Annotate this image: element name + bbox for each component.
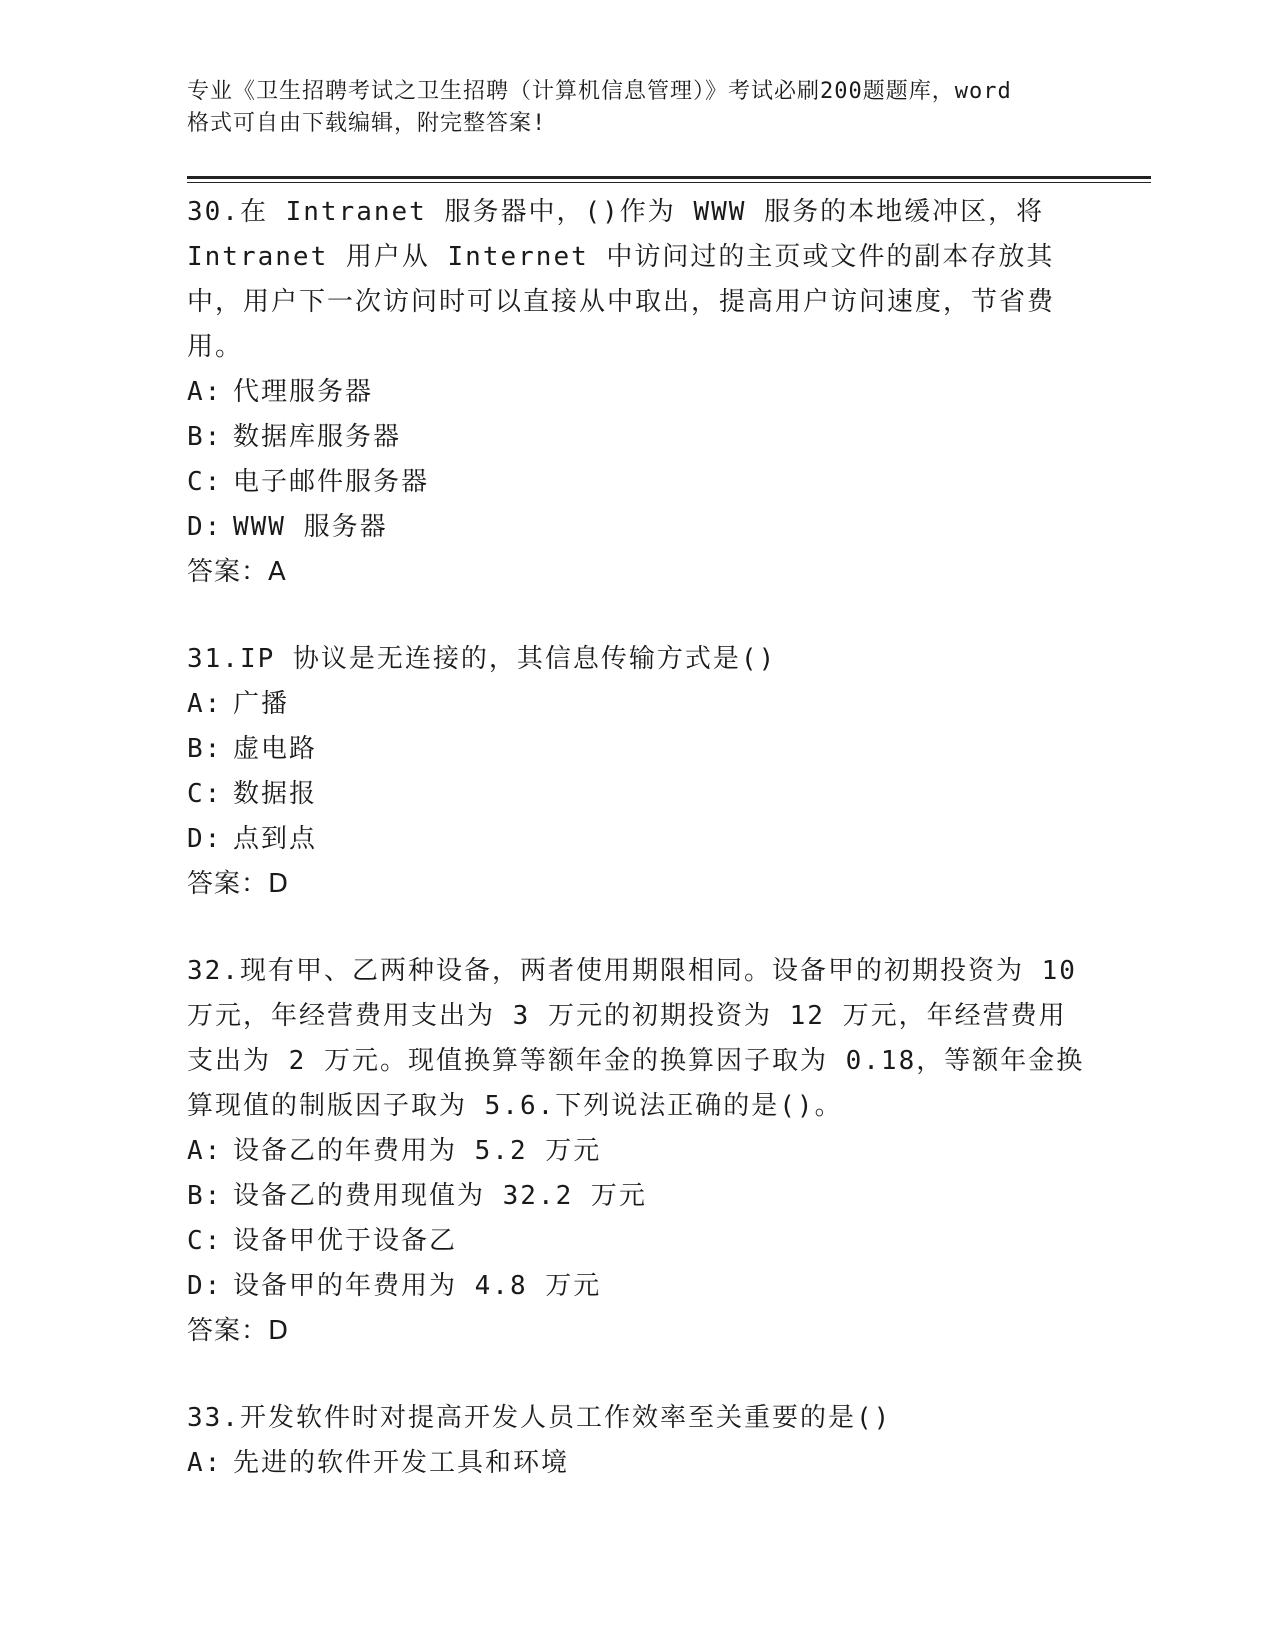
option-key: B: <box>187 734 223 764</box>
question-text: 32.现有甲、乙两种设备，两者使用期限相同。设备甲的初期投资为 10 万元，年经营费用支出为 3 万元的初期投资为 12 万元，年经营费用支出为 2 万元。现值换算等额年金的换算因子取为 0.18，等额年金换算现值的制版因子取为 5.6.下列说法正确的是()。 <box>187 956 1085 1121</box>
option-key: D: <box>187 1271 223 1301</box>
option-text: 设备甲优于设备乙 <box>233 1226 458 1256</box>
option-b <box>187 415 1087 460</box>
answer-line: 答案：A <box>187 557 287 587</box>
option-text: 设备乙的费用现值为 32.2 万元 <box>233 1181 647 1211</box>
option-key: B: <box>187 1181 223 1211</box>
option-text: 点到点 <box>233 824 318 854</box>
option-text: 虚电路 <box>233 734 318 764</box>
question-text: 30.在 Intranet 服务器中，()作为 WWW 服务的本地缓冲区，将Intranet 用户从 Internet 中访问过的主页或文件的副本存放其中，用户下一次访问时可以直接从中取出，提高用户访问速度，节省费用。 <box>187 197 1056 362</box>
option-b <box>187 727 1087 772</box>
answer-line: 答案：D <box>187 1316 290 1346</box>
option-text: WWW 服务器 <box>233 512 388 542</box>
option-key: A: <box>187 689 223 719</box>
option-c <box>187 460 1087 505</box>
option-key: C: <box>187 1226 223 1256</box>
header-divider-thick <box>187 176 1151 179</box>
option-key: D: <box>187 824 223 854</box>
answer-line: 答案：D <box>187 869 290 899</box>
option-d <box>187 1264 1087 1309</box>
question-text: 33.开发软件时对提高开发人员工作效率至关重要的是() <box>187 1403 892 1433</box>
question-32 <box>187 949 1087 1354</box>
option-key: B: <box>187 422 223 452</box>
question-30 <box>187 190 1087 595</box>
option-text: 代理服务器 <box>233 377 374 407</box>
option-a <box>187 370 1087 415</box>
option-text: 广播 <box>233 689 290 719</box>
option-text: 设备乙的年费用为 5.2 万元 <box>233 1136 602 1166</box>
option-d <box>187 505 1087 550</box>
question-list <box>187 190 1087 1528</box>
option-d <box>187 817 1087 862</box>
option-key: A: <box>187 1448 223 1478</box>
option-c <box>187 1219 1087 1264</box>
option-b <box>187 1174 1087 1219</box>
question-text: 31.IP 协议是无连接的，其信息传输方式是() <box>187 644 777 674</box>
header-divider-thin <box>187 182 1151 183</box>
option-c <box>187 772 1087 817</box>
option-key: C: <box>187 779 223 809</box>
option-a <box>187 1129 1087 1174</box>
option-text: 设备甲的年费用为 4.8 万元 <box>233 1271 602 1301</box>
question-31 <box>187 637 1087 907</box>
option-a <box>187 1441 1087 1486</box>
option-key: A: <box>187 377 223 407</box>
option-key: D: <box>187 512 223 542</box>
option-a <box>187 682 1087 727</box>
option-text: 电子邮件服务器 <box>233 467 430 497</box>
header-line-2: 格式可自由下载编辑，附完整答案! <box>187 111 547 136</box>
header-line-1: 专业《卫生招聘考试之卫生招聘（计算机信息管理）》考试必刷200题题库，word <box>187 79 1012 104</box>
option-text: 数据报 <box>233 779 318 809</box>
question-33 <box>187 1396 1087 1486</box>
option-key: A: <box>187 1136 223 1166</box>
document-header <box>187 76 1087 140</box>
option-text: 先进的软件开发工具和环境 <box>233 1448 570 1478</box>
option-text: 数据库服务器 <box>233 422 402 452</box>
option-key: C: <box>187 467 223 497</box>
